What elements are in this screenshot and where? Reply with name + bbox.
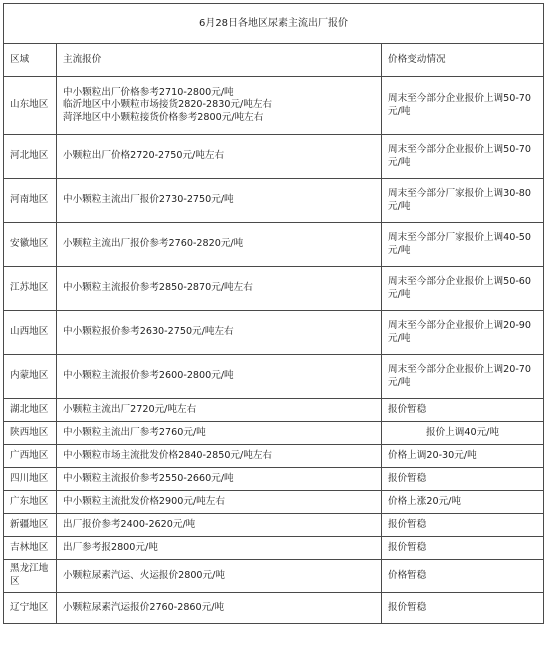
change-cell: 周末至今部分企业报价上调50-70元/吨 <box>382 135 544 179</box>
change-cell: 价格暂稳 <box>382 560 544 593</box>
region-cell: 广西地区 <box>4 445 57 468</box>
price-line: 中小颗粒主流报价参考2550-2660元/吨 <box>63 472 234 484</box>
change-cell: 周末至今部分企业报价上调50-60元/吨 <box>382 267 544 311</box>
price-line: 中小颗粒报价参考2630-2750元/吨左右 <box>63 326 234 338</box>
region-cell: 河南地区 <box>4 179 57 223</box>
table-row <box>4 560 544 593</box>
change-cell: 报价上调40元/吨 <box>382 422 544 445</box>
region-cell: 山西地区 <box>4 311 57 355</box>
price-line: 中小颗粒主流报价参考2850-2870元/吨左右 <box>63 282 253 294</box>
region-cell: 黑龙江地区 <box>4 560 57 593</box>
price-cell <box>57 491 382 514</box>
region-cell: 江苏地区 <box>4 267 57 311</box>
table-row <box>4 399 544 422</box>
change-cell: 周末至今部分企业报价上调20-90元/吨 <box>382 311 544 355</box>
region-cell: 河北地区 <box>4 135 57 179</box>
table-row <box>4 537 544 560</box>
change-cell: 周末至今部分企业报价上调50-70元/吨 <box>382 77 544 135</box>
price-line: 出厂参考报2800元/吨 <box>63 541 158 553</box>
region-cell: 山东地区 <box>4 77 57 135</box>
region-cell: 广东地区 <box>4 491 57 514</box>
table-row <box>4 593 544 624</box>
price-line: 小颗粒主流出厂报价参考2760-2820元/吨 <box>63 238 244 250</box>
table-row <box>4 179 544 223</box>
table-row <box>4 355 544 399</box>
price-line: 小颗粒尿素汽运、火运报价2800元/吨 <box>63 569 225 581</box>
price-cell <box>57 355 382 399</box>
change-cell: 报价暂稳 <box>382 537 544 560</box>
change-cell: 报价暂稳 <box>382 514 544 537</box>
price-line: 临沂地区中小颗粒市场接货2820-2830元/吨左右 <box>63 99 273 111</box>
change-cell: 周末至今部分厂家报价上调40-50元/吨 <box>382 223 544 267</box>
price-line: 中小颗粒主流报价参考2600-2800元/吨 <box>63 370 234 382</box>
price-report-table <box>3 3 544 624</box>
region-cell: 辽宁地区 <box>4 593 57 624</box>
change-cell: 周末至今部分企业报价上调20-70元/吨 <box>382 355 544 399</box>
price-line: 中小颗粒主流出厂报价2730-2750元/吨 <box>63 194 234 206</box>
price-line: 出厂报价参考2400-2620元/吨 <box>63 518 196 530</box>
report-title: 6月28日各地区尿素主流出厂报价 <box>4 4 544 44</box>
header-price: 主流报价 <box>57 44 382 77</box>
table-row <box>4 223 544 267</box>
price-cell <box>57 311 382 355</box>
price-cell <box>57 267 382 311</box>
table-row <box>4 422 544 445</box>
table-row <box>4 267 544 311</box>
table-row <box>4 491 544 514</box>
header-change: 价格变动情况 <box>382 44 544 77</box>
table-row <box>4 135 544 179</box>
table-row <box>4 445 544 468</box>
region-cell: 湖北地区 <box>4 399 57 422</box>
price-cell <box>57 135 382 179</box>
header-region: 区域 <box>4 44 57 77</box>
price-line: 菏泽地区中小颗粒接货价格参考2800元/吨左右 <box>63 111 264 123</box>
change-cell: 价格上调20-30元/吨 <box>382 445 544 468</box>
price-cell <box>57 223 382 267</box>
header-row <box>4 44 544 77</box>
price-cell <box>57 77 382 135</box>
price-line: 中小颗粒出厂价格参考2710-2800元/吨 <box>63 86 234 98</box>
table-row <box>4 468 544 491</box>
price-line: 中小颗粒主流批发价格2900元/吨左右 <box>63 495 225 507</box>
price-cell <box>57 422 382 445</box>
price-line: 小颗粒尿素汽运报价2760-2860元/吨 <box>63 601 225 613</box>
change-cell: 报价暂稳 <box>382 399 544 422</box>
change-cell: 价格上涨20元/吨 <box>382 491 544 514</box>
region-cell: 安徽地区 <box>4 223 57 267</box>
price-cell <box>57 468 382 491</box>
price-cell <box>57 514 382 537</box>
price-cell <box>57 179 382 223</box>
region-cell: 吉林地区 <box>4 537 57 560</box>
price-cell <box>57 593 382 624</box>
title-row <box>4 4 544 44</box>
table-row <box>4 311 544 355</box>
price-line: 中小颗粒主流出厂参考2760元/吨 <box>63 426 206 438</box>
table-body <box>4 77 544 624</box>
region-cell: 四川地区 <box>4 468 57 491</box>
region-cell: 内蒙地区 <box>4 355 57 399</box>
region-cell: 陕西地区 <box>4 422 57 445</box>
price-cell <box>57 445 382 468</box>
change-cell: 报价暂稳 <box>382 468 544 491</box>
change-cell: 报价暂稳 <box>382 593 544 624</box>
price-line: 小颗粒出厂价格2720-2750元/吨左右 <box>63 150 225 162</box>
price-cell <box>57 560 382 593</box>
table-row <box>4 514 544 537</box>
region-cell: 新疆地区 <box>4 514 57 537</box>
price-line: 小颗粒主流出厂2720元/吨左右 <box>63 403 197 415</box>
price-line: 中小颗粒市场主流批发价格2840-2850元/吨左右 <box>63 449 273 461</box>
change-cell: 周末至今部分厂家报价上调30-80元/吨 <box>382 179 544 223</box>
price-cell <box>57 537 382 560</box>
price-cell <box>57 399 382 422</box>
table-row <box>4 77 544 135</box>
